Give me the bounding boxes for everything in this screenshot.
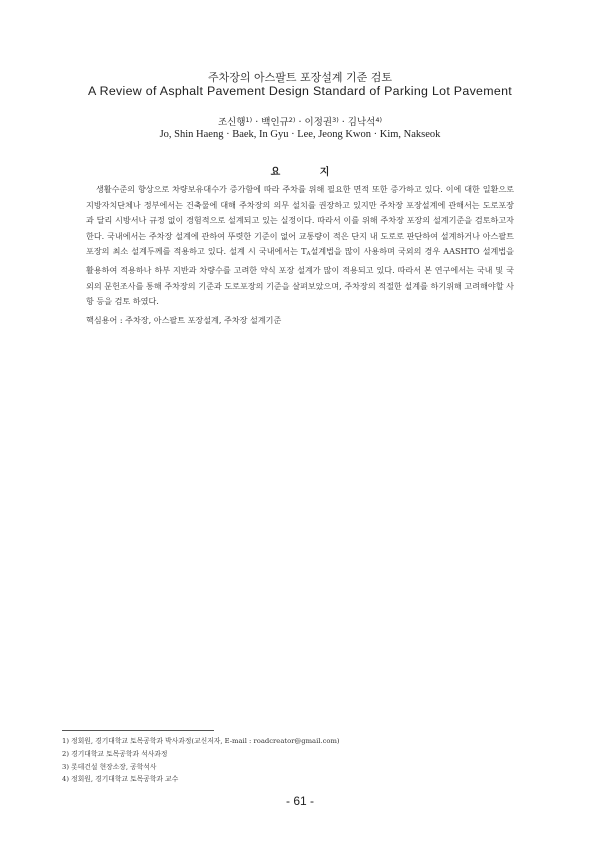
author-footnote-mark: 2) xyxy=(288,116,296,124)
abstract-subscript: A xyxy=(306,251,311,258)
abstract-text: 설계법을 많이 사용하며 국외의 경우 AASHTO 설계법을 활용하여 적용하나 하부 지반과 차량수를 고려한 약식 포장 설계가 많이 적용되고 있다. 따라서 본 연구에서는 국내 및 국외의 문헌조사를 통해 주차장의 기준과 도로포장의 기준을 살펴보았으며, 주차장의 적절한 설계를 하기위해 고려해야할 사항 등을 검토 하였다. xyxy=(86,246,514,307)
footnote-text: 경기대학교 토목공학과 석사과정 xyxy=(71,749,168,758)
footnote-item xyxy=(62,773,542,786)
footnote-text: 롯데건설 현장소장, 공학석사 xyxy=(71,762,157,771)
footnote-mark: 4) xyxy=(62,775,69,784)
authors-english: Jo, Shin Haeng · Baek, In Gyu · Lee, Jeong Kwon · Kim, Nakseok xyxy=(159,129,441,140)
author-name: 이정권 xyxy=(304,117,333,128)
author-footnote-mark: 4) xyxy=(375,116,382,124)
footnote-mark: 1) xyxy=(62,737,69,745)
footnote-divider xyxy=(62,730,214,731)
footnote-mark: 3) xyxy=(62,762,69,771)
author-footnote-mark: 3) xyxy=(332,116,339,124)
keywords: 핵심용어 : 주차장, 아스팔트 포장설계, 주차장 설계기준 xyxy=(86,315,282,325)
footnote-text: 정회원, 경기대학교 토목공학과 교수 xyxy=(71,775,179,784)
authors-korean xyxy=(0,114,600,128)
footnote-item xyxy=(62,761,542,774)
footnote-mark: 2) xyxy=(62,749,69,758)
author-separator: · xyxy=(295,117,305,128)
footnote-text: 정회원, 경기대학교 토목공학과 박사과정(교신저자, E-mail : roadcreator@gmail.com) xyxy=(71,737,340,745)
abstract-body xyxy=(86,182,514,310)
abstract-heading: 요 지 xyxy=(270,167,348,178)
page-number: - 61 - xyxy=(285,794,314,808)
author-footnote-mark: 1) xyxy=(245,116,253,124)
footnote-item xyxy=(62,748,542,761)
title-korean: 주차장의 아스팔트 포장설계 기준 검토 xyxy=(207,71,392,84)
abstract-text: 생활수준의 향상으로 차량보유대수가 증가함에 따라 주차를 위해 필요한 면적 또한 증가하고 있다. 이에 대한 일환으로 지방자치단체나 정부에서는 건축물에 대해 주차장의 의무 설치를 권장하고 있지만 주차장 포장설계에 관해서는 도로포장과 달리 시방서나 규정 없이 경험적으로 설계되고 있는 실정이다. 따라서 이를 위해 주차장 포장의 설계기준을 검토하고자 한다. 국내에서는 주차장 설계에 관하여 뚜렷한 기준이 없어 교통량이 적은 단지 내 도로로 판단하여 설계하거나 아스팔트 포장의 최소 설계두께를 적용하고 있다. 설계 시 국내에서는 T xyxy=(86,184,514,257)
author-name: 조신행 xyxy=(218,117,246,128)
author-name: 김낙석 xyxy=(347,117,376,128)
footnotes xyxy=(62,735,542,786)
author-separator: · xyxy=(338,117,348,128)
author-separator: · xyxy=(252,117,262,128)
footnote-item xyxy=(62,735,542,748)
author-name: 백인규 xyxy=(261,117,289,128)
title-english: A Review of Asphalt Pavement Design Standard of Parking Lot Pavement xyxy=(87,84,512,98)
